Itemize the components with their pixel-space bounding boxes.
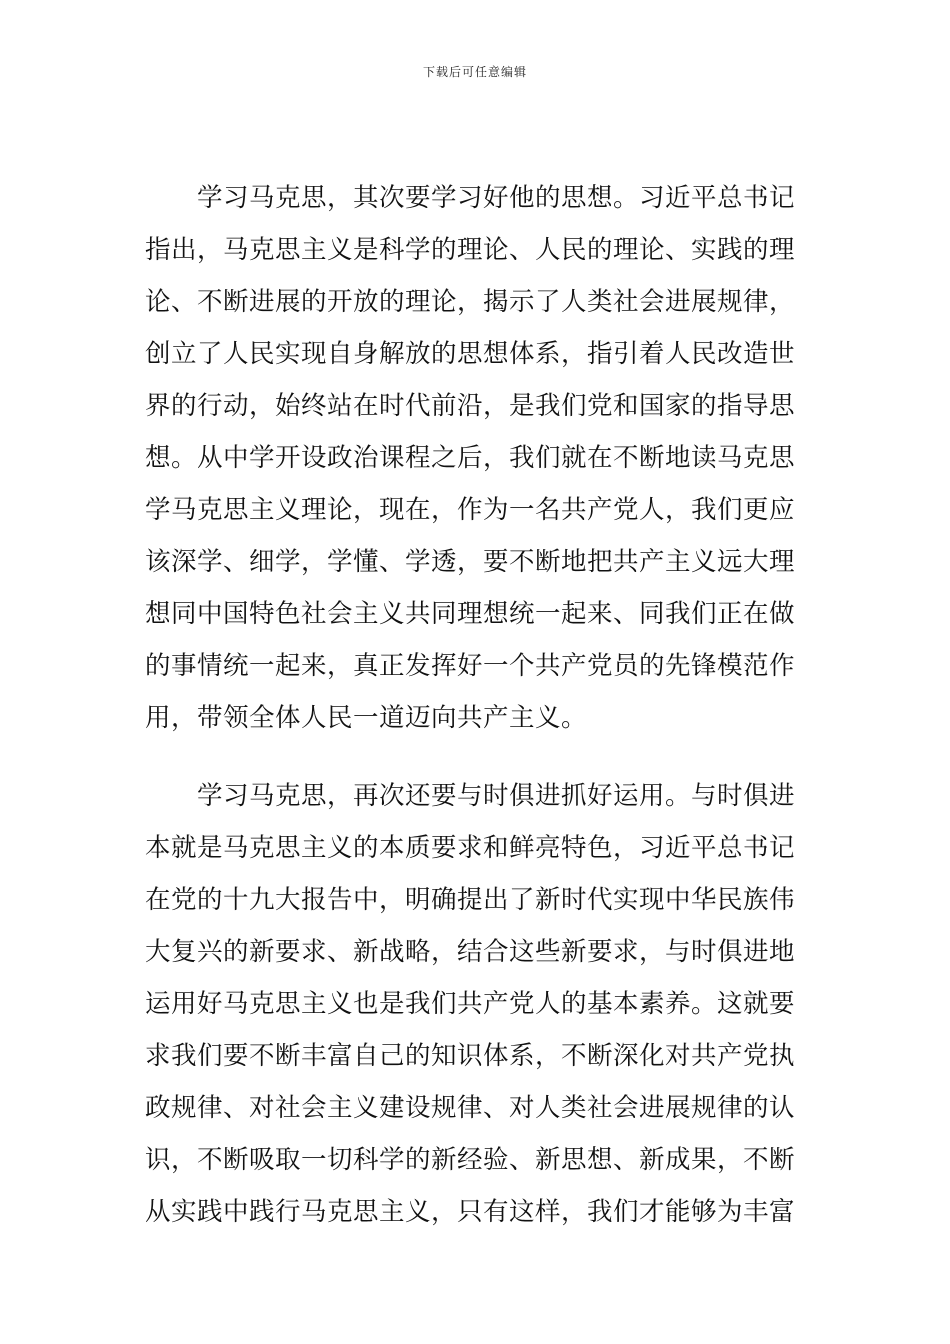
- paragraph-line: 用，带领全体人民一道迈向共产主义。: [145, 703, 588, 733]
- paragraph-line: 想。从中学开设政治课程之后，我们就在不断地读马克思: [145, 443, 796, 473]
- paragraph-line: 识，不断吸取一切科学的新经验、新思想、新成果，不断: [145, 1145, 796, 1175]
- paragraph-line: 政规律、对社会主义建设规律、对人类社会进展规律的认: [145, 1093, 796, 1123]
- paragraph-line: 学习马克思，再次还要与时俱进抓好运用。与时俱进: [197, 781, 796, 811]
- paragraph-line: 论、不断进展的开放的理论，揭示了人类社会进展规律，: [145, 287, 796, 317]
- paragraph-2: [145, 770, 810, 1238]
- paragraph-1: [145, 172, 810, 744]
- paragraph-line: 学马克思主义理论，现在，作为一名共产党人，我们更应: [145, 495, 796, 525]
- paragraph-line: 学习马克思，其次要学习好他的思想。习近平总书记: [197, 183, 796, 213]
- paragraph-line: 在党的十九大报告中，明确提出了新时代实现中华民族伟: [145, 885, 796, 915]
- paragraph-line: 运用好马克思主义也是我们共产党人的基本素养。这就要: [145, 989, 796, 1019]
- paragraph-line: 求我们要不断丰富自己的知识体系，不断深化对共产党执: [145, 1041, 796, 1071]
- paragraph-line: 本就是马克思主义的本质要求和鲜亮特色，习近平总书记: [145, 833, 796, 863]
- paragraph-line: 从实践中践行马克思主义，只有这样，我们才能够为丰富: [145, 1197, 796, 1227]
- paragraph-line: 界的行动，始终站在时代前沿，是我们党和国家的指导思: [145, 391, 796, 421]
- paragraph-line: 大复兴的新要求、新战略，结合这些新要求，与时俱进地: [145, 937, 796, 967]
- paragraph-line: 想同中国特色社会主义共同理想统一起来、同我们正在做: [145, 599, 796, 629]
- page-header: 下载后可任意编辑: [422, 65, 527, 79]
- paragraph-line: 创立了人民实现自身解放的思想体系，指引着人民改造世: [145, 339, 796, 369]
- paragraph-line: 该深学、细学，学懂、学透，要不断地把共产主义远大理: [145, 547, 796, 577]
- paragraph-line: 的事情统一起来，真正发挥好一个共产党员的先锋模范作: [145, 651, 796, 681]
- paragraph-line: 指出，马克思主义是科学的理论、人民的理论、实践的理: [145, 235, 796, 265]
